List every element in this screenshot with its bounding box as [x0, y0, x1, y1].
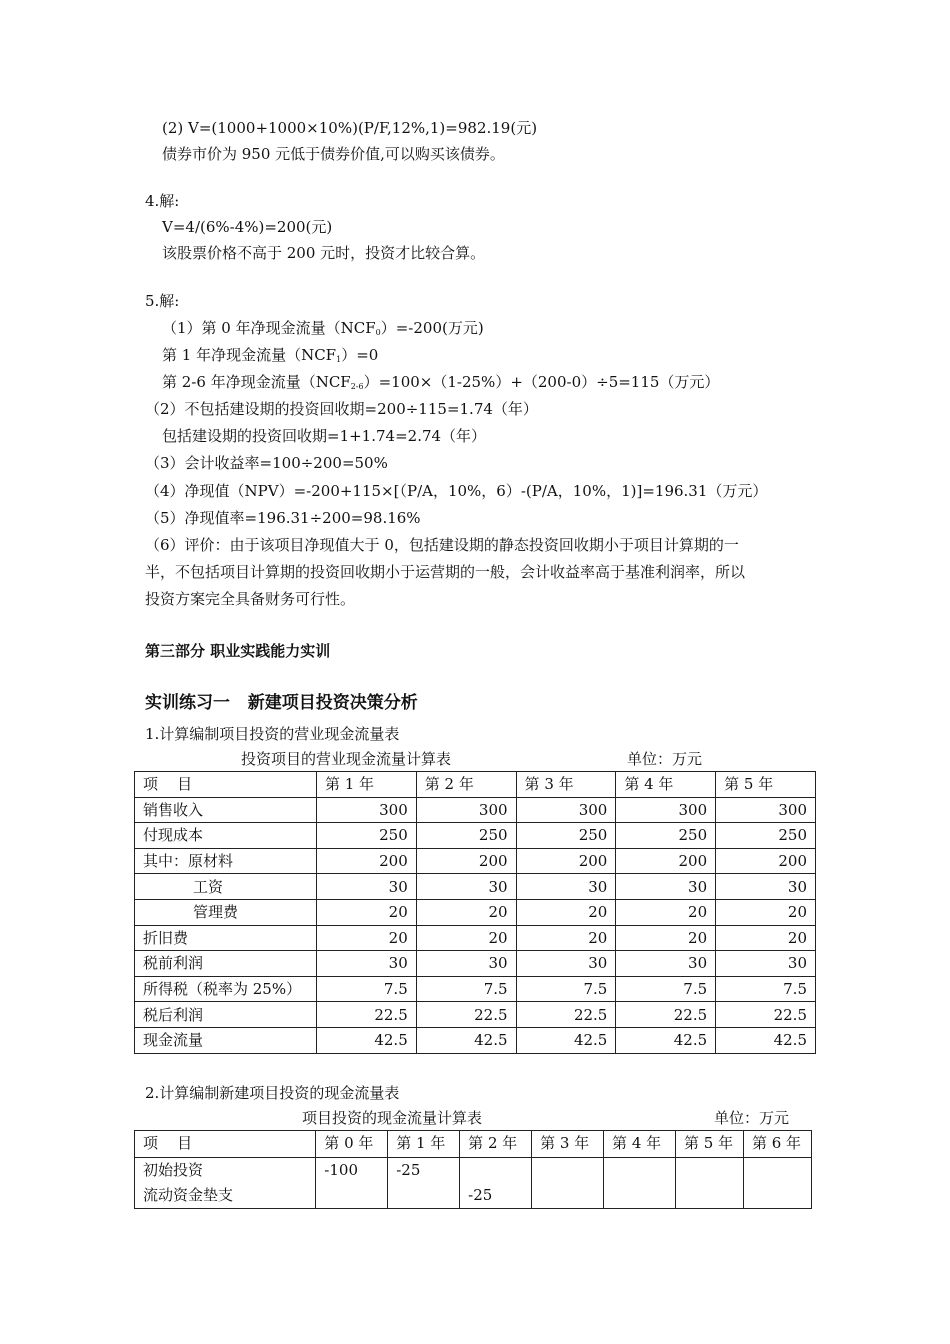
header-year4: 第 4 年	[616, 772, 716, 798]
cell: 30	[616, 874, 716, 900]
cell: 200	[416, 848, 516, 874]
q5-line-payback-excl: （2）不包括建设期的投资回收期=200÷115=1.74（年）	[145, 400, 538, 418]
cell: 22.5	[616, 1002, 716, 1028]
row-label: 销售收入	[135, 797, 317, 823]
cell-year0	[316, 1158, 388, 1209]
table-row	[135, 874, 816, 900]
row-label: 管理费	[135, 899, 317, 925]
table-row	[135, 899, 816, 925]
table-row	[135, 1027, 816, 1053]
table-row	[135, 976, 816, 1002]
header-year3: 第 3 年	[516, 772, 616, 798]
cell: 22.5	[516, 1002, 616, 1028]
table-row	[135, 1158, 812, 1209]
cell: 30	[316, 874, 416, 900]
q4-title: 4.解:	[145, 192, 180, 210]
cell: 30	[616, 951, 716, 977]
header-year2: 第 2 年	[416, 772, 516, 798]
cell: 20	[416, 925, 516, 951]
cell: 20	[316, 925, 416, 951]
cell: 300	[616, 797, 716, 823]
q4-conclusion: 该股票价格不高于 200 元时，投资才比较合算。	[162, 244, 486, 262]
cell: 30	[416, 874, 516, 900]
table-row	[135, 1002, 816, 1028]
cell: 7.5	[416, 976, 516, 1002]
q5-line-eval-1: （6）评价：由于该项目净现值大于 0，包括建设期的静态投资回收期小于项目计算期的一	[145, 536, 739, 554]
table1-caption: 投资项目的营业现金流量计算表	[241, 750, 452, 768]
row-label: 现金流量	[135, 1027, 317, 1053]
cell: 250	[516, 823, 616, 849]
table-row	[135, 823, 816, 849]
cell: 300	[716, 797, 816, 823]
bond-value-formula: (2) V=(1000+1000×10%)(P/F,12%,1)=982.19(元)	[162, 119, 538, 137]
cell-value: -25	[396, 1161, 421, 1179]
cell: 30	[516, 874, 616, 900]
cell-year6	[743, 1158, 811, 1209]
part3-heading: 第三部分 职业实践能力实训	[145, 642, 331, 660]
row-label: 工资	[135, 874, 317, 900]
q5-line-eval-2: 半，不包括项目计算期的投资回收期小于运营期的一般，会计收益率高于基准利润率，所以	[145, 563, 746, 581]
cell: 42.5	[716, 1027, 816, 1053]
cell: 42.5	[316, 1027, 416, 1053]
row-label: 税后利润	[135, 1002, 317, 1028]
q5-line-ncf1: 第 1 年净现金流量$(NCF_1)=0$	[162, 346, 379, 364]
section1-heading: 1.计算编制项目投资的营业现金流量表	[145, 725, 400, 743]
cell: 200	[616, 848, 716, 874]
header-year2: 第 2 年	[460, 1131, 532, 1158]
header-year0: 第 0 年	[316, 1131, 388, 1158]
cell: 42.5	[616, 1027, 716, 1053]
bond-conclusion: 债券市价为 950 元低于债券价值,可以购买该债券。	[162, 145, 505, 163]
cell: 20	[616, 899, 716, 925]
header-year1: 第 1 年	[388, 1131, 460, 1158]
table-header-row	[135, 1131, 812, 1158]
row-label-initial-investment: 初始投资	[143, 1161, 204, 1179]
cell: 20	[716, 925, 816, 951]
cell: 30	[416, 951, 516, 977]
project-cashflow-table	[134, 1130, 812, 1209]
cell: 7.5	[516, 976, 616, 1002]
table-row	[135, 925, 816, 951]
cell: 250	[716, 823, 816, 849]
cell: 20	[516, 899, 616, 925]
cell: 250	[416, 823, 516, 849]
q5-line-npv: （4）净现值（NPV）=-200+115×[（P/A，10%，6）-(P/A，10%，1)]=196.31（万元）	[145, 482, 768, 500]
cell-year3	[532, 1158, 604, 1209]
table-row	[135, 951, 816, 977]
cell: 30	[316, 951, 416, 977]
cell: 22.5	[416, 1002, 516, 1028]
operating-cashflow-table	[134, 771, 816, 1054]
q5-line-eval-3: 投资方案完全具备财务可行性。	[145, 590, 356, 608]
cell: 20	[516, 925, 616, 951]
cell-year5	[675, 1158, 743, 1209]
cell: 300	[316, 797, 416, 823]
cell: 300	[516, 797, 616, 823]
row-label-working-capital: 流动资金垫支	[143, 1186, 234, 1204]
cell: 200	[516, 848, 616, 874]
cell-year1	[388, 1158, 460, 1209]
header-year4: 第 4 年	[604, 1131, 676, 1158]
cell: 22.5	[716, 1002, 816, 1028]
table2-unit: 单位：万元	[714, 1109, 790, 1127]
cell-value: -100	[324, 1161, 358, 1179]
q5-title: 5.解:	[145, 292, 180, 310]
cell: 300	[416, 797, 516, 823]
cell: 42.5	[416, 1027, 516, 1053]
exercise1-heading: 实训练习一 新建项目投资决策分析	[145, 693, 418, 713]
row-label: 其中：原材料	[135, 848, 317, 874]
cell: 7.5	[616, 976, 716, 1002]
q5-line-accounting-return: （3）会计收益率=100÷200=50%	[145, 454, 388, 472]
table-row	[135, 797, 816, 823]
cell: 42.5	[516, 1027, 616, 1053]
q5-line-ncf0: （1）第 0 年净现金流量$(NCF_0)=-200$(万元)	[162, 319, 484, 337]
q4-formula: V=4/(6%-4%)=200(元)	[162, 218, 333, 236]
cell: 30	[516, 951, 616, 977]
q5-line-ncf2-6: 第 2-6 年净现金流量$(NCF_{2-6})=100\times(1-25\%)+(200-0)\div 5=115$（万元）	[162, 373, 720, 391]
table1-unit: 单位：万元	[627, 750, 703, 768]
row-label: 付现成本	[135, 823, 317, 849]
cell: 250	[316, 823, 416, 849]
cell: 7.5	[716, 976, 816, 1002]
cell-year4	[604, 1158, 676, 1209]
cell: 7.5	[316, 976, 416, 1002]
cell: 250	[616, 823, 716, 849]
table-row	[135, 848, 816, 874]
row-label: 折旧费	[135, 925, 317, 951]
cell: 22.5	[316, 1002, 416, 1028]
cell: 20	[416, 899, 516, 925]
row-label: 所得税（税率为 25%）	[135, 976, 317, 1002]
cell: 200	[716, 848, 816, 874]
header-year3: 第 3 年	[532, 1131, 604, 1158]
cell: 30	[716, 951, 816, 977]
header-year5: 第 5 年	[675, 1131, 743, 1158]
header-item: 项 目	[135, 772, 317, 798]
q5-line-payback-incl: 包括建设期的投资回收期=1+1.74=2.74（年）	[162, 427, 487, 445]
cell-value: -25	[468, 1186, 493, 1204]
cell: 30	[716, 874, 816, 900]
cell: 20	[716, 899, 816, 925]
table2-caption: 项目投资的现金流量计算表	[302, 1109, 483, 1127]
section2-heading: 2.计算编制新建项目投资的现金流量表	[145, 1084, 400, 1102]
cell: 20	[316, 899, 416, 925]
header-year1: 第 1 年	[316, 772, 416, 798]
header-year5: 第 5 年	[716, 772, 816, 798]
cell: 20	[616, 925, 716, 951]
cell-year2	[460, 1158, 532, 1209]
cell: 200	[316, 848, 416, 874]
table-header-row	[135, 772, 816, 798]
row-label: 税前利润	[135, 951, 317, 977]
q5-line-npvr: （5）净现值率=196.31÷200=98.16%	[145, 509, 421, 527]
header-item: 项 目	[135, 1131, 316, 1158]
row-label	[135, 1158, 316, 1209]
header-year6: 第 6 年	[743, 1131, 811, 1158]
